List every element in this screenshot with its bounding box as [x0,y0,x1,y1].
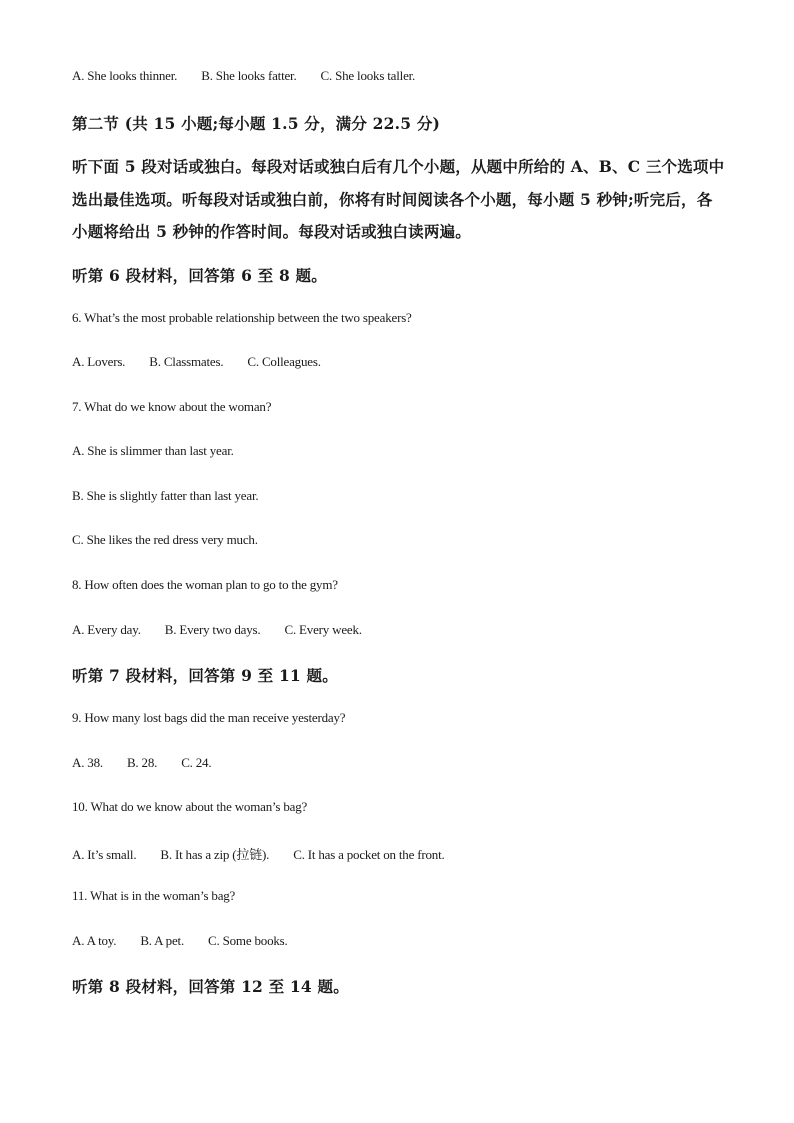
q6-options-line [72,354,321,370]
q7-option-a: A. She is slimmer than last year. [72,443,234,458]
q10-question: 10. What do we know about the woman’s bag? [72,799,308,814]
option-c: C. It has a pocket on the front. [293,847,445,862]
q7-option-b: B. She is slightly fatter than last year. [72,488,259,503]
option-c: C. Some books. [208,933,288,948]
section2-title: 第二节 (共 15 小题;每小题 1.5 分，满分 22.5 分) [72,114,441,133]
option-a: A. It’s small. [72,847,137,862]
q9-question: 9. How many lost bags did the man receive yesterday? [72,710,346,725]
option-c: C. She looks taller. [320,68,416,83]
q5-options-line [72,68,415,84]
option-c: C. Colleagues. [247,354,321,369]
material-8-heading: 听第 8 段材料，回答第 12 至 14 题。 [72,977,349,996]
q10-options-line [72,844,445,863]
option-a: A. Every day. [72,622,141,637]
option-b: B. A pet. [140,933,185,948]
material-7-heading: 听第 7 段材料，回答第 9 至 11 题。 [72,666,338,685]
q7-question: 7. What do we know about the woman? [72,399,272,414]
material-6-heading: 听第 6 段材料，回答第 6 至 8 题。 [72,266,327,285]
option-c: C. Every week. [284,622,362,637]
option-b: B. It has a zip (拉链). [160,847,270,862]
option-a: A. A toy. [72,933,117,948]
q6-question: 6. What’s the most probable relationship between the two speakers? [72,310,412,325]
option-a: A. She looks thinner. [72,68,178,83]
q8-question: 8. How often does the woman plan to go to the gym? [72,577,338,592]
option-b: B. Classmates. [149,354,224,369]
option-c: C. 24. [181,755,212,770]
q9-options-line [72,755,211,771]
option-a: A. Lovers. [72,354,126,369]
q11-question: 11. What is in the woman’s bag? [72,888,236,903]
option-a: A. 38. [72,755,103,770]
instructions-line-3: 小题将给出 5 秒钟的作答时间。每段对话或独白读两遍。 [72,222,471,241]
q11-options-line [72,933,288,949]
q7-option-c: C. She likes the red dress very much. [72,532,258,547]
instructions-line-1: 听下面 5 段对话或独白。每段对话或独白后有几个小题，从题中所给的 A、B、C 三个选项中 [72,157,725,176]
option-b: B. Every two days. [164,622,261,637]
option-b: B. 28. [126,755,158,770]
instructions-line-2: 选出最佳选项。听每段对话或独白前，你将有时间阅读各个小题，每小题 5 秒钟;听完后，各 [72,190,713,209]
q8-options-line [72,622,362,638]
option-b: B. She looks fatter. [201,68,297,83]
